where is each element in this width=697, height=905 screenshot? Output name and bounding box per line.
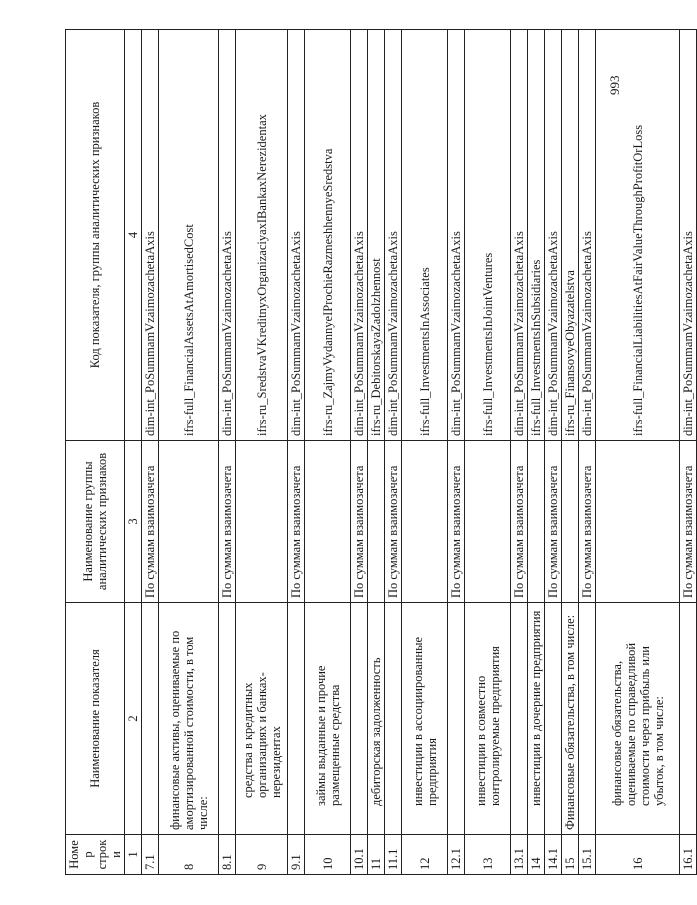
index-row <box>125 30 142 875</box>
table-row <box>305 30 351 875</box>
row-number: 8 <box>159 835 219 875</box>
table-row <box>236 30 288 875</box>
table-row <box>448 30 465 875</box>
row-number: 10 <box>305 835 351 875</box>
group-name: По суммам взаимозачета <box>511 441 528 603</box>
indicator-code: dim-int_PoSummamVzaimozachetaAxis <box>385 30 402 441</box>
table-row <box>596 30 680 875</box>
row-number: 10.1 <box>351 835 368 875</box>
table-row <box>465 30 511 875</box>
indicator-code: dim-int_PoSummamVzaimozachetaAxis <box>680 30 697 441</box>
indicator-name <box>351 603 368 835</box>
group-name: По суммам взаимозачета <box>579 441 596 603</box>
header-group-name: Наименование группы аналитических признаков <box>66 441 125 603</box>
row-number: 13 <box>465 835 511 875</box>
table-row <box>351 30 368 875</box>
row-number: 12.1 <box>448 835 465 875</box>
indicator-name <box>288 603 305 835</box>
row-number: 14.1 <box>545 835 562 875</box>
indicator-name: дебиторская задолженность <box>368 603 385 835</box>
indicator-code: dim-int_PoSummamVzaimozachetaAxis <box>511 30 528 441</box>
row-number: 9 <box>236 835 288 875</box>
indicator-code: ifrs-ru_DebitorskayaZadolzhennost <box>368 30 385 441</box>
indicator-name <box>545 603 562 835</box>
table-row <box>511 30 528 875</box>
table-row <box>219 30 236 875</box>
row-number: 11.1 <box>385 835 402 875</box>
table-row <box>159 30 219 875</box>
indicator-name <box>219 603 236 835</box>
table-row <box>142 30 159 875</box>
header-code: Код показателя, группы аналитических признаков <box>66 30 125 441</box>
indicator-name: займы выданные и прочие размещенные средства <box>305 603 351 835</box>
indicator-name: Финансовые обязательства, в том числе: <box>562 603 579 835</box>
indicator-name <box>142 603 159 835</box>
table-row <box>545 30 562 875</box>
indicator-code: dim-int_PoSummamVzaimozachetaAxis <box>288 30 305 441</box>
indicator-code: ifrs-full_InvestmentsInAssociates <box>402 30 448 441</box>
header-indicator-name: Наименование показателя <box>66 603 125 835</box>
group-name: По суммам взаимозачета <box>545 441 562 603</box>
page-number: 993 <box>607 75 622 95</box>
group-name <box>236 441 288 603</box>
table-row <box>680 30 697 875</box>
indicator-name: средства в кредитных организациях и банках-нерезидентах <box>236 603 288 835</box>
indicator-name: инвестиции в ассоциированные предприятия <box>402 603 448 835</box>
row-number: 16.1 <box>680 835 697 875</box>
group-name <box>528 441 545 603</box>
indicator-code: dim-int_PoSummamVzaimozachetaAxis <box>448 30 465 441</box>
row-number: 15 <box>562 835 579 875</box>
group-name: По суммам взаимозачета <box>219 441 236 603</box>
indicator-code: dim-int_PoSummamVzaimozachetaAxis <box>351 30 368 441</box>
group-name <box>596 441 680 603</box>
indicators-table <box>65 29 697 875</box>
indicator-code: ifrs-full_InvestmentsInJointVentures <box>465 30 511 441</box>
table-body <box>142 30 697 875</box>
indicator-code: ifrs-ru_SredstvaVKreditnyxOrganizaciyaxIBankaxNerezidentax <box>236 30 288 441</box>
indicator-name: инвестиции в совместно контролируемые предприятия <box>465 603 511 835</box>
table-row <box>402 30 448 875</box>
row-number: 15.1 <box>579 835 596 875</box>
indicator-code: ifrs-full_FinancialLiabilitiesAtFairValueThroughProfitOrLoss <box>596 30 680 441</box>
index-cell: 2 <box>125 603 142 835</box>
group-name <box>368 441 385 603</box>
indicator-code: ifrs-full_InvestmentsInSubsidiaries <box>528 30 545 441</box>
indicator-name <box>579 603 596 835</box>
group-name: По суммам взаимозачета <box>385 441 402 603</box>
group-name: По суммам взаимозачета <box>680 441 697 603</box>
row-number: 7.1 <box>142 835 159 875</box>
table-row <box>562 30 579 875</box>
row-number: 8.1 <box>219 835 236 875</box>
group-name <box>465 441 511 603</box>
indicator-code: dim-int_PoSummamVzaimozachetaAxis <box>545 30 562 441</box>
indicator-name: инвестиции в дочерние предприятия <box>528 603 545 835</box>
table-row <box>579 30 596 875</box>
indicator-code: dim-int_PoSummamVzaimozachetaAxis <box>142 30 159 441</box>
group-name: По суммам взаимозачета <box>351 441 368 603</box>
table-row <box>288 30 305 875</box>
indicator-name <box>385 603 402 835</box>
indicator-name: финансовые активы, оцениваемые по амортизированной стоимости, в том числе: <box>159 603 219 835</box>
indicator-code: ifrs-ru_ZajmyVydannyeIProchieRazmeshhennyeSredstva <box>305 30 351 441</box>
row-number: 14 <box>528 835 545 875</box>
row-number: 11 <box>368 835 385 875</box>
group-name: По суммам взаимозачета <box>448 441 465 603</box>
indicator-name <box>680 603 697 835</box>
table-row <box>528 30 545 875</box>
group-name <box>305 441 351 603</box>
indicator-code: dim-int_PoSummamVzaimozachetaAxis <box>219 30 236 441</box>
indicator-code: ifrs-ru_FinansovyeObyazatelstva <box>562 30 579 441</box>
group-name: По суммам взаимозачета <box>288 441 305 603</box>
table-header <box>66 30 142 875</box>
group-name <box>159 441 219 603</box>
row-number: 9.1 <box>288 835 305 875</box>
group-name: По суммам взаимозачета <box>142 441 159 603</box>
table-row <box>385 30 402 875</box>
index-cell: 3 <box>125 441 142 603</box>
group-name <box>562 441 579 603</box>
indicator-name <box>448 603 465 835</box>
indicator-code: ifrs-full_FinancialAssetsAtAmortisedCost <box>159 30 219 441</box>
row-number: 12 <box>402 835 448 875</box>
indicator-name <box>511 603 528 835</box>
indicator-code: dim-int_PoSummamVzaimozachetaAxis <box>579 30 596 441</box>
row-number: 16 <box>596 835 680 875</box>
header-row <box>66 30 125 875</box>
row-number: 13.1 <box>511 835 528 875</box>
index-cell: 1 <box>125 835 142 875</box>
indicator-name: финансовые обязательства, оцениваемые по справедливой стоимости через прибыль или убыток, в том числе: <box>596 603 680 835</box>
index-cell: 4 <box>125 30 142 441</box>
header-row-number: Номер строки <box>66 835 125 875</box>
table-row <box>368 30 385 875</box>
group-name <box>402 441 448 603</box>
